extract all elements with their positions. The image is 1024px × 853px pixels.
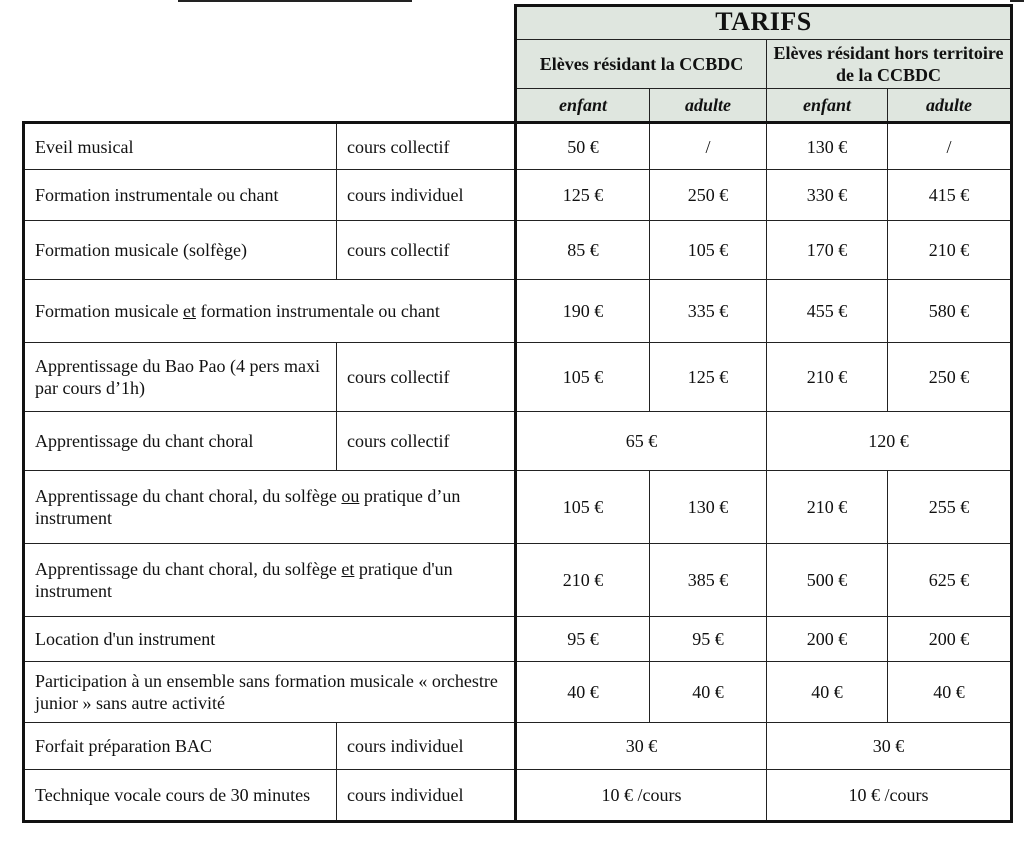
row-mode: cours individuel xyxy=(337,170,516,221)
price-cell: 625 € xyxy=(888,544,1012,617)
sub-header-child: enfant xyxy=(767,89,888,123)
tariff-sheet xyxy=(22,4,1010,826)
price-cell: 40 € xyxy=(516,662,650,723)
table-row xyxy=(24,170,1012,221)
row-label: Formation musicale (solfège) xyxy=(24,221,337,280)
row-label: Location d'un instrument xyxy=(24,617,516,662)
sub-header-child: enfant xyxy=(516,89,650,123)
price-cell: 95 € xyxy=(516,617,650,662)
row-label: Participation à un ensemble sans formation musicale « orchestre junior » sans autre activité xyxy=(24,662,516,723)
price-cell: / xyxy=(650,123,767,170)
tariff-table xyxy=(22,4,1013,823)
price-cell: 250 € xyxy=(650,170,767,221)
table-row xyxy=(24,221,1012,280)
price-cell: 105 € xyxy=(516,343,650,412)
sub-header-adult: adulte xyxy=(888,89,1012,123)
price-cell: 105 € xyxy=(516,471,650,544)
price-cell: 250 € xyxy=(888,343,1012,412)
row-label: Apprentissage du chant choral xyxy=(24,412,337,471)
row-label: Apprentissage du chant choral, du solfège ou pratique d’un instrument xyxy=(24,471,516,544)
row-mode: cours collectif xyxy=(337,343,516,412)
top-rule-right xyxy=(1010,0,1024,2)
price-cell: 385 € xyxy=(650,544,767,617)
row-label: Apprentissage du Bao Pao (4 pers maxi par cours d’1h) xyxy=(24,343,337,412)
table-row xyxy=(24,412,1012,471)
table-row xyxy=(24,617,1012,662)
row-mode: cours individuel xyxy=(337,770,516,822)
price-cell: 455 € xyxy=(767,280,888,343)
price-cell: 30 € xyxy=(516,723,767,770)
price-cell: 40 € xyxy=(767,662,888,723)
price-cell: 40 € xyxy=(650,662,767,723)
price-cell: 190 € xyxy=(516,280,650,343)
sub-header-adult: adulte xyxy=(650,89,767,123)
row-label: Formation instrumentale ou chant xyxy=(24,170,337,221)
top-rule xyxy=(178,0,412,2)
price-cell: 210 € xyxy=(888,221,1012,280)
table-row xyxy=(24,662,1012,723)
table-row xyxy=(24,123,1012,170)
price-cell: 200 € xyxy=(767,617,888,662)
table-row xyxy=(24,723,1012,770)
price-cell: 125 € xyxy=(516,170,650,221)
price-cell: 500 € xyxy=(767,544,888,617)
price-cell: 85 € xyxy=(516,221,650,280)
price-cell: 95 € xyxy=(650,617,767,662)
price-cell: 10 € /cours xyxy=(767,770,1012,822)
price-cell: 65 € xyxy=(516,412,767,471)
price-cell: / xyxy=(888,123,1012,170)
row-mode: cours collectif xyxy=(337,221,516,280)
price-cell: 130 € xyxy=(650,471,767,544)
price-cell: 200 € xyxy=(888,617,1012,662)
price-cell: 210 € xyxy=(767,343,888,412)
price-cell: 30 € xyxy=(767,723,1012,770)
price-cell: 210 € xyxy=(516,544,650,617)
row-label: Forfait préparation BAC xyxy=(24,723,337,770)
table-row xyxy=(24,770,1012,822)
row-mode: cours collectif xyxy=(337,412,516,471)
table-row xyxy=(24,471,1012,544)
price-cell: 415 € xyxy=(888,170,1012,221)
table-row xyxy=(24,343,1012,412)
table-row xyxy=(24,280,1012,343)
row-label: Formation musicale et formation instrumentale ou chant xyxy=(24,280,516,343)
group-header-residents: Elèves résidant la CCBDC xyxy=(516,40,767,89)
price-cell: 50 € xyxy=(516,123,650,170)
price-cell: 120 € xyxy=(767,412,1012,471)
price-cell: 255 € xyxy=(888,471,1012,544)
price-cell: 10 € /cours xyxy=(516,770,767,822)
group-header-non-residents: Elèves résidant hors territoire de la CCBDC xyxy=(767,40,1012,89)
price-cell: 170 € xyxy=(767,221,888,280)
price-cell: 330 € xyxy=(767,170,888,221)
row-label: Apprentissage du chant choral, du solfège et pratique d'un instrument xyxy=(24,544,516,617)
row-mode: cours individuel xyxy=(337,723,516,770)
row-label: Technique vocale cours de 30 minutes xyxy=(24,770,337,822)
price-cell: 210 € xyxy=(767,471,888,544)
price-cell: 335 € xyxy=(650,280,767,343)
table-row xyxy=(24,544,1012,617)
price-cell: 105 € xyxy=(650,221,767,280)
row-mode: cours collectif xyxy=(337,123,516,170)
row-label: Eveil musical xyxy=(24,123,337,170)
price-cell: 130 € xyxy=(767,123,888,170)
price-cell: 125 € xyxy=(650,343,767,412)
price-cell: 580 € xyxy=(888,280,1012,343)
table-title: TARIFS xyxy=(516,6,1012,40)
price-cell: 40 € xyxy=(888,662,1012,723)
